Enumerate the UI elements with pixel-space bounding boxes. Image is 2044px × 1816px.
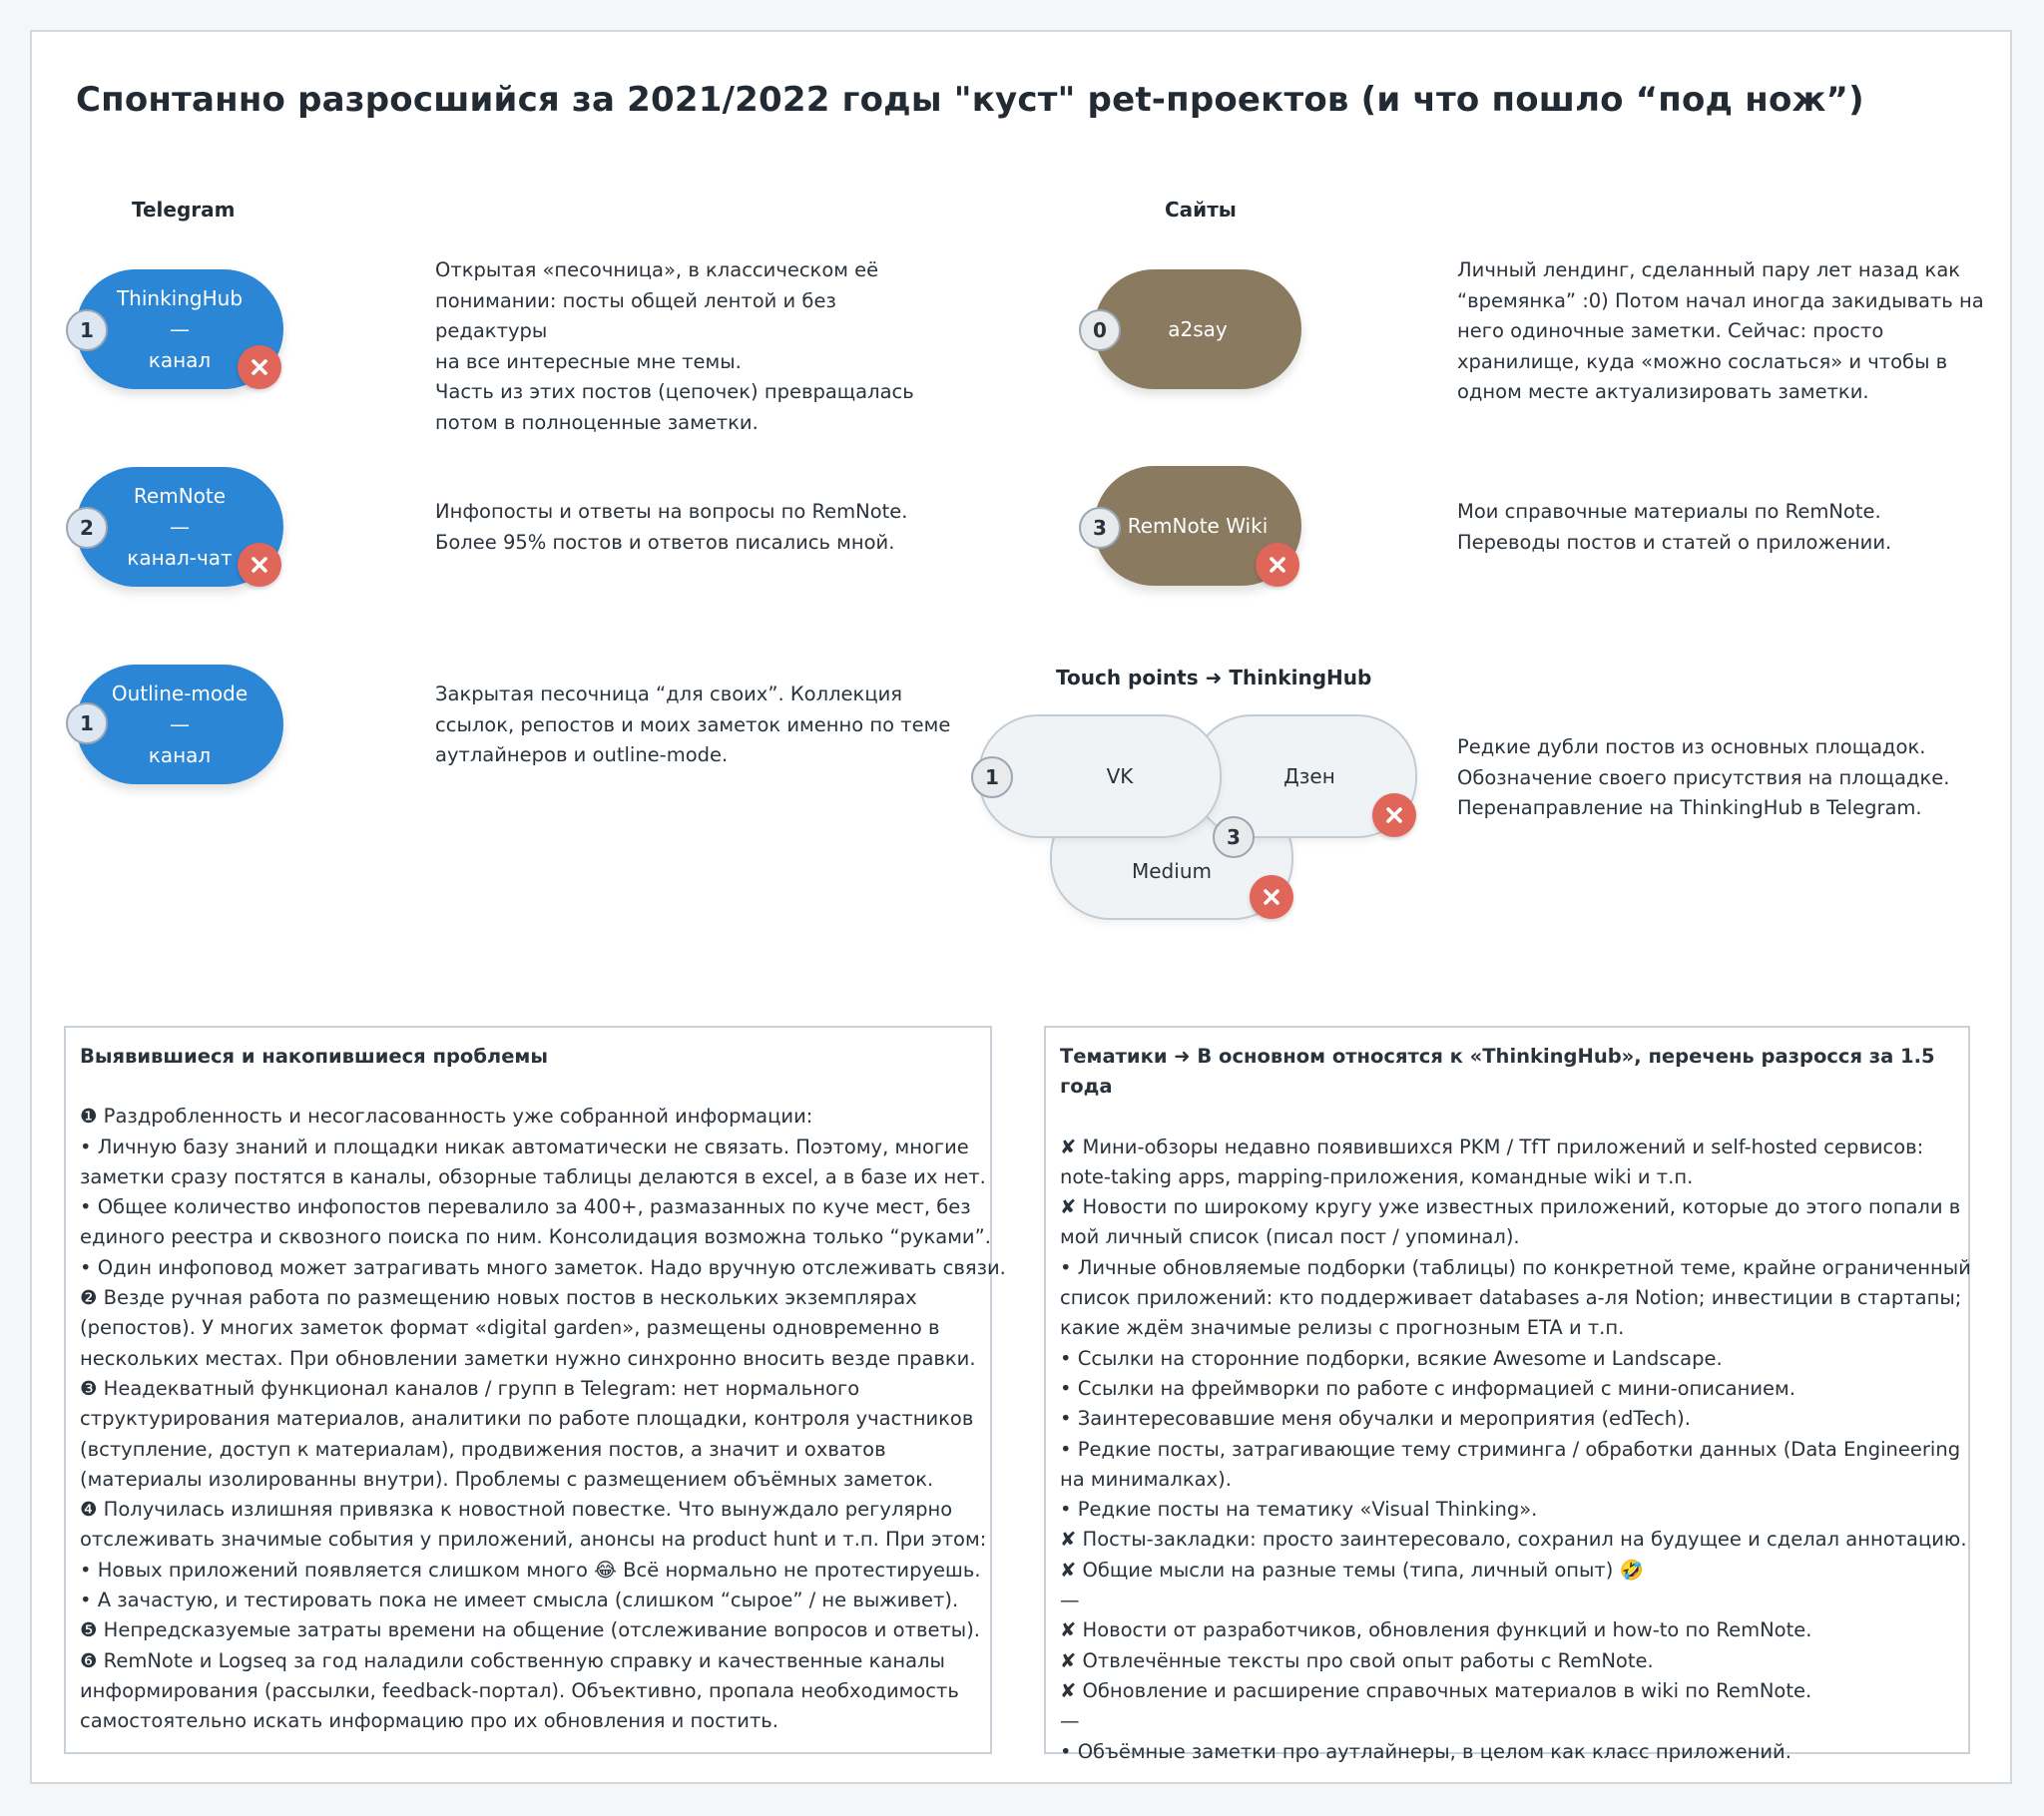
panel-line: • А зачастую, и тестировать пока не имеет смысла (слишком “сырое” / не выживет). [80, 1589, 959, 1612]
panel-line: заметки сразу постятся в каналы, обзорные таблицы делаются в excel, а в базе их нет. [80, 1164, 986, 1188]
panel-line: ✘ Новости по широкому кругу уже известных приложений, которые до этого попали в [1060, 1195, 1961, 1219]
panel-line: единого реестра и сквозного поиска по ним. Консолидация возможна только “руками”. [80, 1225, 991, 1249]
panel-line: note-taking apps, mapping-приложения, командные wiki и т.п. [1060, 1164, 1694, 1188]
panel-line: ✘ Обновление и расширение справочных материалов в wiki по RemNote. [1060, 1678, 1812, 1702]
panel-line: • Новых приложений появляется слишком много 😂 Всё нормально не протестируешь. [80, 1558, 981, 1582]
node-number-badge: 2 [66, 507, 108, 549]
node-number-badge: 3 [1079, 507, 1121, 549]
panel-line: — [1060, 1589, 1080, 1612]
node-number-badge: 1 [66, 309, 108, 351]
panel-line: самостоятельно искать информацию про их обновления и постить. [80, 1709, 779, 1733]
node-label: RemNote [133, 483, 227, 508]
panel-line: ✘ Мини-обзоры недавно появившихся PKM / TfT приложений и self-hosted сервисов: [1060, 1135, 1924, 1158]
node-label: a2say [1168, 316, 1228, 341]
panel-line: ❶ Раздробленность и несогласованность уже собранной информации: [80, 1105, 813, 1129]
panel-line: структурирования материалов, аналитики по работе площадки, контроля участников [80, 1407, 974, 1431]
panel-line: • Личные обновляемые подборки (таблицы) по конкретной теме, крайне ограниченный [1060, 1255, 1971, 1279]
panel-line: ✘ Посты-закладки: просто заинтересовало, сохранил на будущее и сделал аннотацию. [1060, 1528, 1967, 1552]
page-title: Спонтанно разросшийся за 2021/2022 годы "куст" pet-проектов (и что пошло “под нож”) [76, 80, 1864, 120]
panel-line: • Объёмные заметки про аутлайнеры, в целом как класс приложений. [1060, 1739, 1791, 1763]
panel-title: Выявившиеся и накопившиеся проблемы [80, 1045, 549, 1068]
panel-line: отслеживать значимые события у приложений, анонсы на product hunt и т.п. При этом: [80, 1528, 987, 1552]
touch-points-heading: Touch points ➜ ThinkingHub [1056, 666, 1372, 689]
node-sublabel: канал-чат [127, 545, 233, 570]
removed-x-icon [238, 543, 281, 587]
panel-line: • Личную базу знаний и площадки никак автоматически не связать. Поэтому, многие [80, 1135, 969, 1158]
panel-line: на минималках). [1060, 1467, 1232, 1491]
description-thinkinghub: Открытая «песочница», в классическом её понимании: посты общей лентой и без редактуры на все интересные мне темы. Часть из этих постов (цепочек) превращалась потом в полноценные заметки. [435, 258, 914, 434]
panel-line: ❷ Везде ручная работа по размещению новых постов в нескольких экземплярах [80, 1286, 917, 1310]
panel-line: • Редкие посты на тематику «Visual Thinking». [1060, 1498, 1538, 1522]
description-a2say: Личный лендинг, сделанный пару лет назад как “времянка” :0) Потом начал иногда закидывать на него одиночные заметки. Сейчас: просто хранилище, куда «можно сослаться» и чтобы в одном месте актуализировать заметки. [1457, 258, 1984, 403]
telegram-heading: Telegram [132, 198, 236, 222]
node-label: Дзен [1283, 763, 1335, 788]
node-sublabel: канал [148, 347, 212, 372]
panel-line: • Заинтересовавшие меня обучалки и мероприятия (edTech). [1060, 1407, 1691, 1431]
removed-x-icon [1256, 543, 1299, 587]
problems-panel [64, 1026, 1006, 1754]
panel-line: список приложений: кто поддерживает databases а-ля Notion; инвестиции в стартапы; [1060, 1286, 1962, 1310]
panel-line: ✘ Новости от разработчиков, обновления функций и how-to по RemNote. [1060, 1618, 1812, 1642]
panel-line: — [1060, 1709, 1080, 1733]
description-remnote-channel: Инфопосты и ответы на вопросы по RemNote. Более 95% постов и ответов писались мной. [435, 500, 908, 554]
panel-line: ✘ Общие мысли на разные темы (типа, личный опыт) 🤣 [1060, 1558, 1644, 1582]
panel-line: • Ссылки на сторонние подборки, всякие Awesome и Landscape. [1060, 1346, 1723, 1370]
panel-line: нескольких местах. При обновлении заметки нужно синхронно вносить везде правки. [80, 1346, 976, 1370]
node-number-badge: 3 [1213, 816, 1255, 858]
panel-line: (вступление, доступ к материалам), продвижения постов, а значит и охватов [80, 1437, 886, 1461]
node-a2say[interactable] [1094, 269, 1301, 389]
removed-x-icon [1250, 875, 1293, 919]
panel-line: (материалы изолированны внутри). Проблемы с размещением объёмных заметок. [80, 1467, 934, 1491]
panel-line: ❻ RemNote и Logseq за год наладили собственную справку и качественные каналы [80, 1648, 945, 1672]
panel-line: • Общее количество инфопостов перевалило за 400+, размазанных по куче мест, без [80, 1195, 971, 1219]
description-remnote-wiki: Мои справочные материалы по RemNote. Переводы постов и статей о приложении. [1457, 500, 1892, 554]
panel-line: ✘ Отвлечённые тексты про свой опыт работы с RemNote. [1060, 1648, 1654, 1672]
description-outline-mode: Закрытая песочница “для своих”. Коллекция ссылок, репостов и моих заметок именно по теме аутлайнеров и outline-mode. [435, 682, 951, 766]
node-number-badge: 0 [1079, 309, 1121, 351]
panel-line: ❸ Неадекватный функционал каналов / групп в Telegram: нет нормального [80, 1376, 860, 1400]
node-number-badge: 1 [66, 702, 108, 744]
removed-x-icon [1372, 793, 1416, 837]
description-touch-points: Редкие дубли постов из основных площадок. Обозначение своего присутствия на площадке. Перенаправление на ThinkingHub в Telegram. [1457, 735, 1950, 819]
node-label: RemNote Wiki [1127, 513, 1269, 538]
panel-line: • Редкие посты, затрагивающие тему стриминга / обработки данных (Data Engineering [1060, 1437, 1961, 1461]
panel-line: мой личный список (писал пост / упоминал). [1060, 1225, 1520, 1249]
node-separator: — [170, 711, 190, 736]
node-label: VK [1106, 763, 1134, 788]
node-sublabel: канал [148, 742, 212, 767]
panel-line: какие ждём значимые релизы с прогнозным ETA и т.п. [1060, 1316, 1625, 1340]
panel-line: • Ссылки на фреймворки по работе с информацией с мини-описанием. [1060, 1376, 1795, 1400]
panel-line: ❹ Получилась излишняя привязка к новостной повестке. Что вынуждало регулярно [80, 1498, 953, 1522]
topics-panel [1044, 1026, 1971, 1763]
node-vk[interactable] [978, 714, 1222, 838]
node-separator: — [170, 316, 190, 341]
node-separator: — [170, 514, 190, 539]
node-number-badge: 1 [971, 756, 1013, 798]
node-label: Medium [1132, 859, 1212, 883]
node-label: Outline-mode [111, 681, 249, 705]
removed-x-icon [238, 345, 281, 389]
panel-title: Тематики ➜ В основном относятся к «ThinkingHub», перечень разросся за 1.5 года [1060, 1045, 1935, 1099]
panel-line: ❺ Непредсказуемые затраты времени на общение (отслеживание вопросов и ответы). [80, 1618, 981, 1642]
panel-line: информирования (рассылки, feedback-портал). Объективно, пропала необходимость [80, 1678, 959, 1702]
node-label: ThinkingHub [116, 285, 244, 310]
panel-line: (репостов). У многих заметок формат «digital garden», размещены одновременно в [80, 1316, 940, 1340]
panel-line: • Один инфоповод может затрагивать много заметок. Надо вручную отслеживать связи. [80, 1255, 1006, 1279]
sites-heading: Сайты [1165, 198, 1237, 222]
